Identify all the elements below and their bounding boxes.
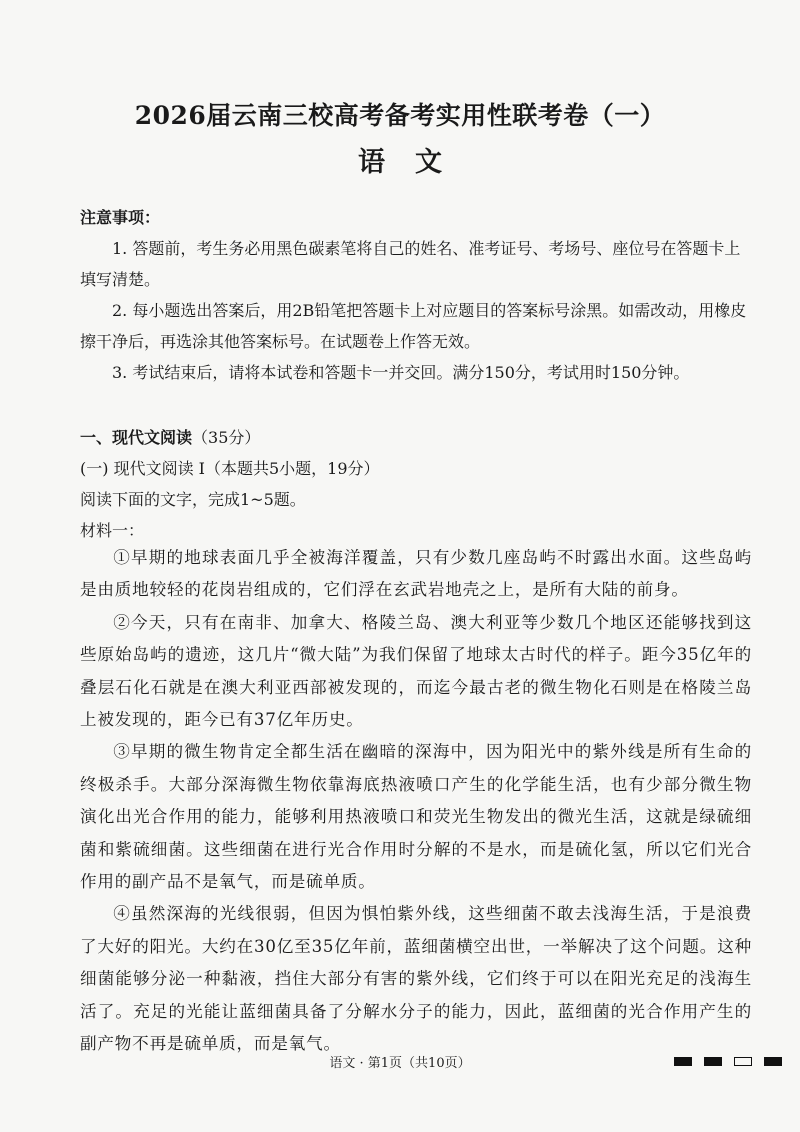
paragraph-1: ①早期的地球表面几乎全被海洋覆盖，只有少数几座岛屿不时露出水面。这些岛屿是由质地较轻的花岗岩组成的，它们浮在玄武岩地壳之上，是所有大陆的前身。 [80,548,752,600]
reading-instruction: 阅读下面的文字，完成1~5题。 [80,490,306,509]
paragraph-4: ④虽然深海的光线很弱，但因为惧怕紫外线，这些细菌不敢去浅海生活，于是浪费了大好的阳光。大约在30亿至35亿年前，蓝细菌横空出世，一举解决了这个问题。这种细菌能够分泌一种黏液，挡住大部分有害的紫外线，它们终于可以在阳光充足的浅海生活了。充足的光能让蓝细菌具备了分解水分子的能力，因此，蓝细菌的光合作用产生的副产物不再是硫单质，而是氧气。 [80,904,752,1054]
filled-mark-icon [704,1057,722,1066]
filled-mark-icon [674,1057,692,1066]
subject-title: 语文 [358,147,472,178]
section-title-text: 一、现代文阅读 [80,428,193,447]
page-footer: 语文 · 第1页（共10页） [329,1056,471,1071]
notice-item-1: 1. 答题前，考生务必用黑色碳素笔将自己的姓名、准考证号、考场号、座位号在答题卡上填写清楚。 [80,239,741,289]
exam-title: 2026届云南三校高考备考实用性联考卷（一） [134,101,666,130]
notice-heading: 注意事项： [80,208,161,227]
material-label: 材料一： [80,521,145,540]
subsection-title: (一) 现代文阅读 I（本题共5小题，19分） [80,459,380,478]
filled-mark-icon [764,1057,782,1066]
notice-item-3: 3. 考试结束后，请将本试卷和答题卡一并交回。满分150分，考试用时150分钟。 [112,363,690,382]
paragraph-3: ③早期的微生物肯定全都生活在幽暗的深海中，因为阳光中的紫外线是所有生命的终极杀手。大部分深海微生物依靠海底热液喷口产生的化学能生活，也有少部分微生物演化出光合作用的能力，能够利用热液喷口和荧光生物发出的微光生活，这就是绿硫细菌和紫硫细菌。这些细菌在进行光合作用时分解的不是水，而是硫化氢，所以它们光合作用的副产品不是氧气，而是硫单质。 [80,742,752,892]
paragraph-2: ②今天，只有在南非、加拿大、格陵兰岛、澳大利亚等少数几个地区还能够找到这些原始岛屿的遗迹，这几片“微大陆”为我们保留了地球太古时代的样子。距今35亿年的叠层石化石就是在澳大利亚西部被发现的，而迄今最古老的微生物化石则是在格陵兰岛上被发现的，距今已有37亿年历史。 [80,612,752,730]
notice-block [80,202,752,388]
section-title [80,422,752,453]
hollow-mark-icon [734,1057,752,1066]
section-header [80,422,752,546]
notice-item-2: 2. 每小题选出答案后，用2B铅笔把答题卡上对应题目的答案标号涂黑。如需改动，用橡皮擦干净后，再选涂其他答案标号。在试题卷上作答无效。 [80,301,747,351]
registration-marks [674,1057,782,1066]
material-text [80,542,752,1061]
section-score: （35分） [192,428,261,447]
